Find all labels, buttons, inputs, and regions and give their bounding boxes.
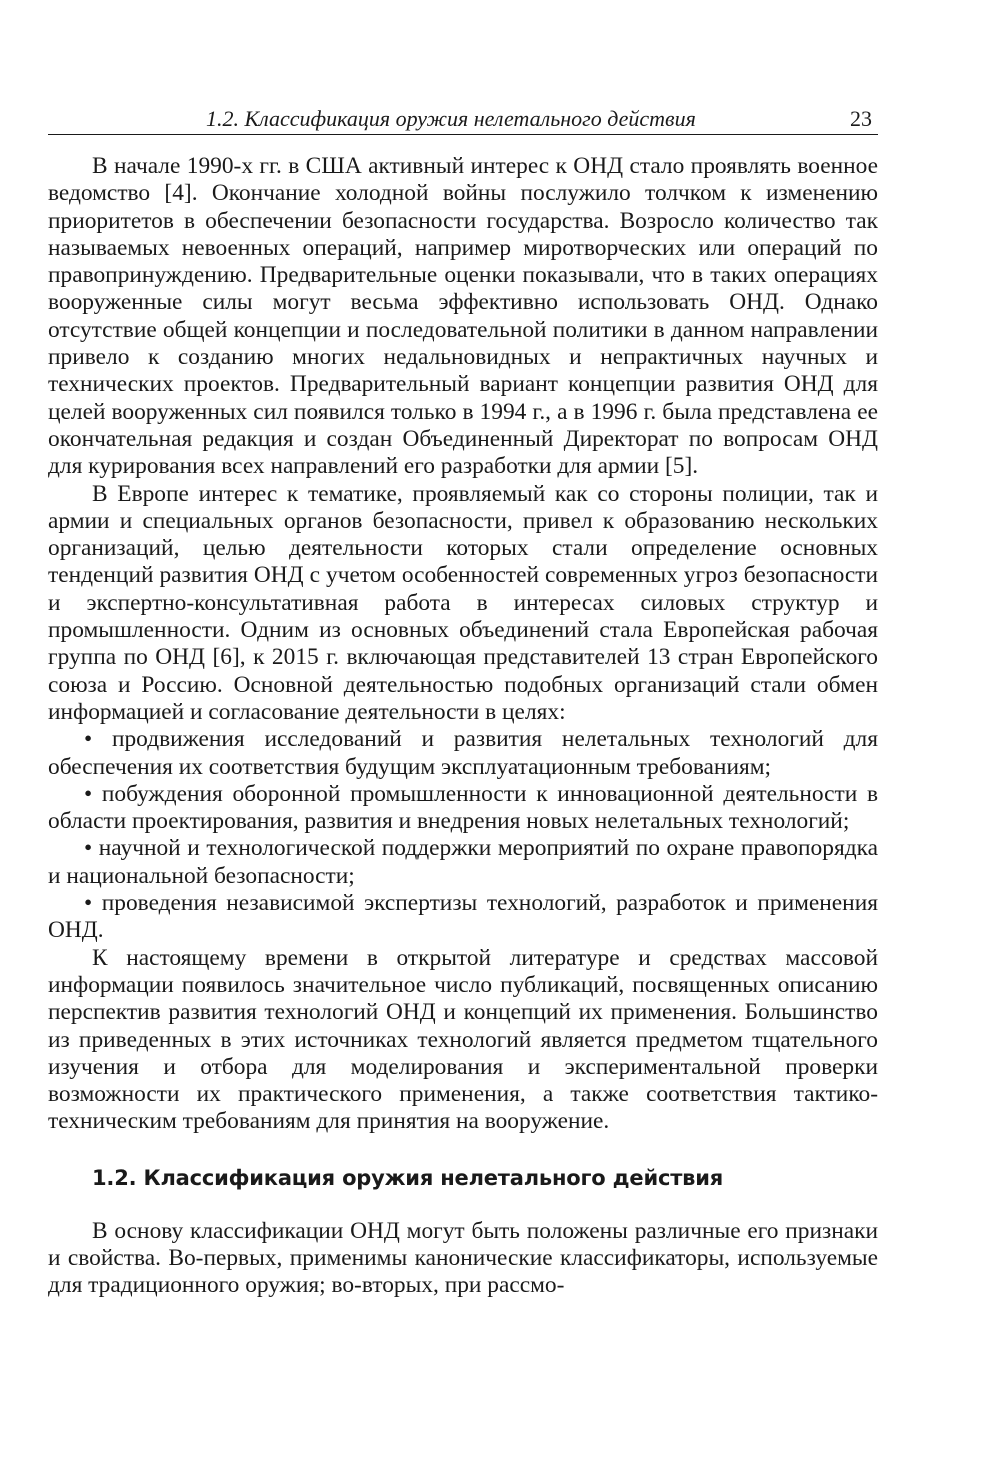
bullet-marker: •: [84, 726, 93, 753]
bullet-marker: •: [84, 890, 93, 917]
bullet-text: проведения независимой экспертизы технологий, разработок и применения ОНД.: [48, 890, 878, 944]
bullet-text: побуждения оборонной промышленности к инновационной деятельности в области проектирования, развития и внедрения новых нелетальных технологий;: [48, 780, 878, 835]
bullet-marker: •: [84, 780, 93, 807]
section-heading: 1.2. Классификация оружия нелетального действия: [92, 1165, 724, 1190]
bullet-item: [48, 781, 878, 836]
paragraph: К настоящему времени в открытой литературе и средствах массовой информации появилось значительное число публикаций, посвященных описанию перспектив развития технологий ОНД и концепций их применения. Большинство из приведенных в этих источниках технологий является предметом тщательного изучения и отбора для моделирования и экспериментальной проверки возможности их практического применения, а также соответствия тактико-техническим требованиям для принятия на вооружение.: [48, 944, 878, 1135]
bullet-item: [48, 890, 878, 945]
paragraph: В Европе интерес к тематике, проявляемый как со стороны полиции, так и армии и специальных органов безопасности, привел к образованию нескольких организаций, целью деятельности которых стали определение основных тенденций развития ОНД с учетом особенностей современных угроз безопасности и экспертно-консультативная работа в интересах силовых структур и промышленности. Одним из основных объединений стала Европейская рабочая группа по ОНД [6], к 2015 г. включающая представителей 13 стран Европейского союза и Россию. Основной деятельностью подобных организаций стали обмен информацией и согласование деятельности в целях:: [48, 480, 878, 725]
paragraph: В основу классификации ОНД могут быть положены различные его признаки и свойства. Во-первых, применимы канонические классификаторы, используемые для традиционного оружия; во-вторых, при рассмо-: [48, 1217, 878, 1299]
book-page: [48, 100, 878, 1300]
bullet-item: [48, 835, 878, 890]
bullet-text: научной и технологической поддержки мероприятий по охране правопорядка и национальной безопасности;: [48, 835, 878, 889]
paragraph: В начале 1990-х гг. в США активный интерес к ОНД стало проявлять военное ведомство [4]. Окончание холодной войны послужило толчком к изменению приоритетов в обеспечении безопасности государства. Возросло количество так называемых невоенных операций, например миротворческих или операций по правопринуждению. Предварительные оценки показывали, что в таких операциях вооруженные силы могут весьма эффективно использовать ОНД. Однако отсутствие общей концепции и последовательной политики в данном направлении привело к созданию многих недальновидных и непрактичных научных и технических проектов. Предварительный вариант концепции развития ОНД для целей вооруженных сил появился только в 1994 г., а в 1996 г. была представлена ее окончательная редакция и создан Объединенный Директорат по вопросам ОНД для курирования всех направлений его разработки для армии [5].: [48, 153, 878, 480]
page-number: 23: [850, 106, 872, 131]
bullet-item: [48, 726, 878, 781]
running-header: [48, 100, 878, 135]
body-text: [48, 153, 878, 1300]
bullet-text: продвижения исследований и развития нелетальных технологий для обеспечения их соответствия будущим эксплуатационным требованиям;: [48, 726, 878, 780]
running-header-title: 1.2. Классификация оружия нелетального действия: [206, 106, 696, 131]
bullet-marker: •: [84, 835, 93, 862]
